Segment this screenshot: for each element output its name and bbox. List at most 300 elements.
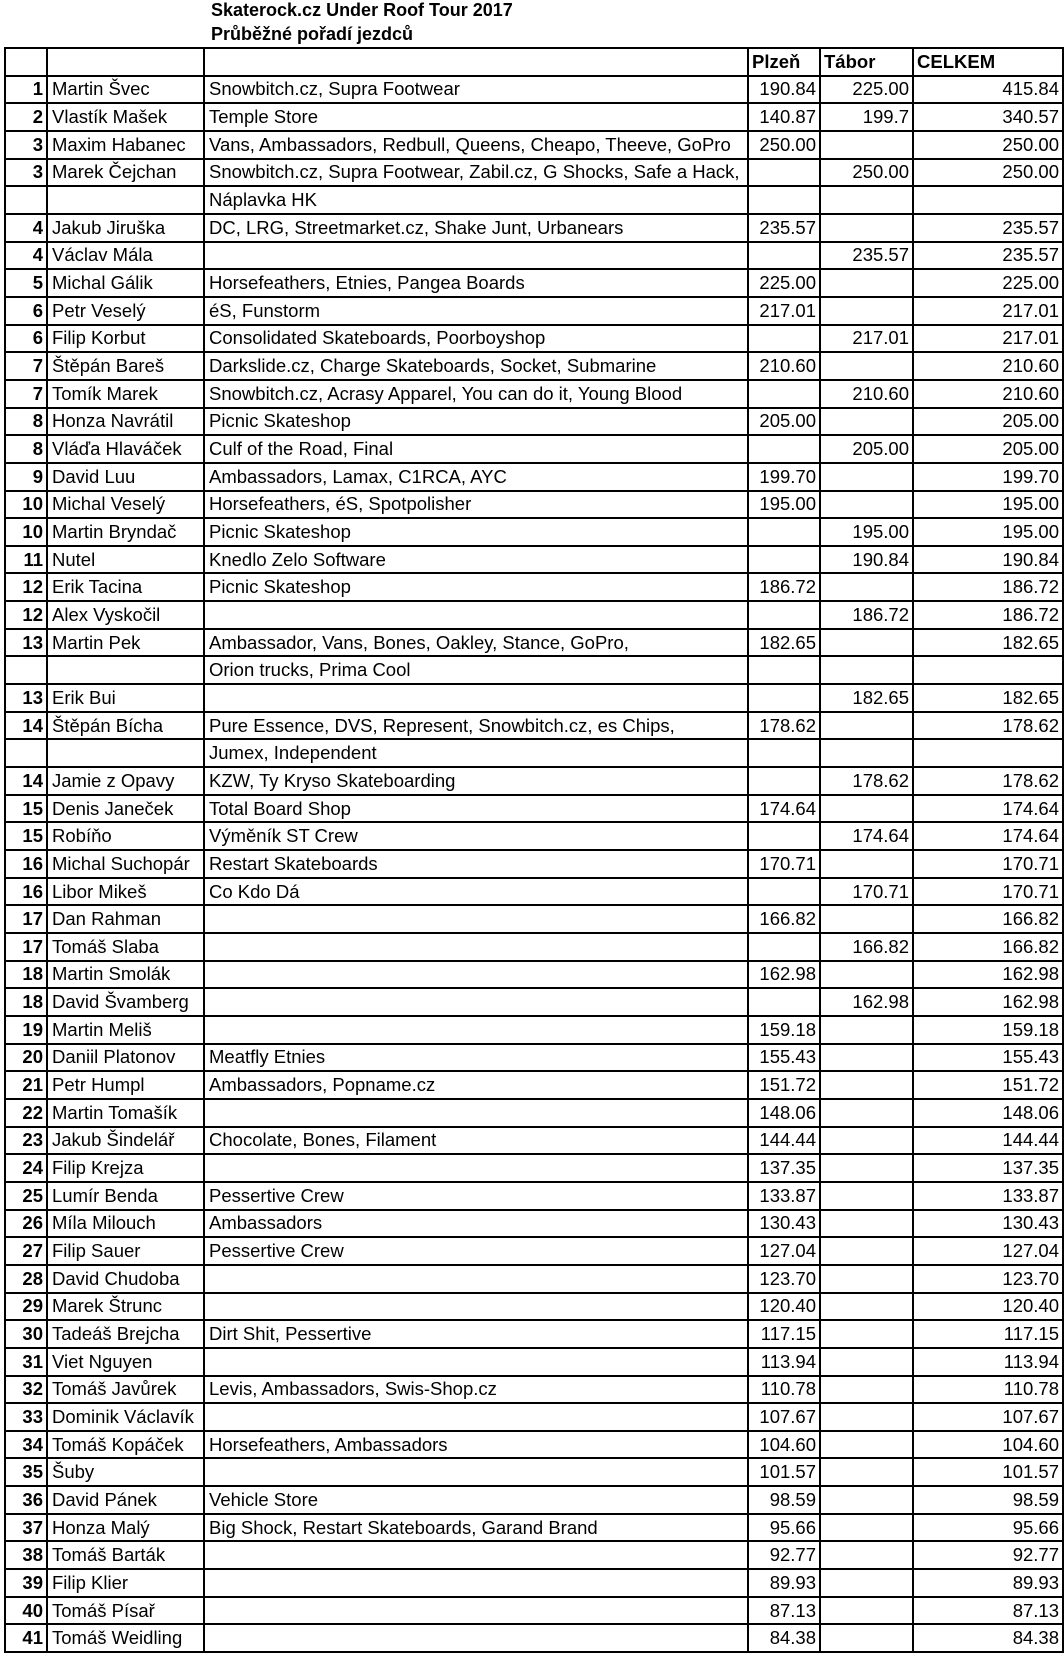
sponsor-cell	[204, 1293, 748, 1321]
rider-name-cell: Filip Sauer	[47, 1237, 204, 1265]
table-row	[5, 1127, 1063, 1155]
rank-cell: 12	[5, 601, 47, 629]
rank-cell: 15	[5, 795, 47, 823]
tabor-score-cell	[820, 1099, 913, 1127]
rank-cell: 16	[5, 878, 47, 906]
sponsor-cell: Restart Skateboards	[204, 850, 748, 878]
table-row	[5, 242, 1063, 270]
table-row	[5, 1541, 1063, 1569]
tabor-score-cell	[820, 1624, 913, 1652]
rider-name-cell: Viet Nguyen	[47, 1348, 204, 1376]
tabor-score-cell	[820, 1569, 913, 1597]
rank-cell: 7	[5, 380, 47, 408]
rider-name-cell: Štěpán Bícha	[47, 712, 204, 740]
tabor-score-cell	[820, 1514, 913, 1542]
tabor-score-cell	[820, 1458, 913, 1486]
rider-name-cell: Martin Meliš	[47, 1016, 204, 1044]
sponsor-cell	[204, 684, 748, 712]
sponsor-cell: Snowbitch.cz, Supra Footwear	[204, 76, 748, 104]
table-row	[5, 988, 1063, 1016]
plzen-score-cell: 123.70	[748, 1265, 820, 1293]
plzen-score-cell: 217.01	[748, 297, 820, 325]
sponsor-cell	[204, 1154, 748, 1182]
plzen-score-cell	[748, 186, 820, 214]
total-score-cell: 104.60	[913, 1431, 1063, 1459]
rank-cell: 14	[5, 712, 47, 740]
table-row	[5, 269, 1063, 297]
rider-name-cell: Dan Rahman	[47, 905, 204, 933]
total-score-cell: 137.35	[913, 1154, 1063, 1182]
plzen-score-cell: 120.40	[748, 1293, 820, 1321]
table-row	[5, 546, 1063, 574]
sponsor-cell	[204, 601, 748, 629]
sponsor-cell	[204, 1597, 748, 1625]
rider-name-cell: Vlastík Mašek	[47, 103, 204, 131]
sponsor-cell	[204, 1403, 748, 1431]
sponsor-cell: Vans, Ambassadors, Redbull, Queens, Cheapo, Theeve, GoPro	[204, 131, 748, 159]
sponsor-cell: Horsefeathers, éS, Spotpolisher	[204, 491, 748, 519]
sponsor-cell	[204, 905, 748, 933]
table-row	[5, 1210, 1063, 1238]
page-subtitle: Průběžné pořadí jezdců	[211, 24, 414, 44]
plzen-score-cell: 159.18	[748, 1016, 820, 1044]
tabor-score-cell	[820, 408, 913, 436]
rank-cell: 1	[5, 76, 47, 104]
total-score-cell: 170.71	[913, 878, 1063, 906]
table-row	[5, 103, 1063, 131]
rank-cell: 37	[5, 1514, 47, 1542]
plzen-score-cell: 130.43	[748, 1210, 820, 1238]
table-row	[5, 463, 1063, 491]
rank-cell: 39	[5, 1569, 47, 1597]
plzen-score-cell: 178.62	[748, 712, 820, 740]
rider-name-cell: Erik Bui	[47, 684, 204, 712]
plzen-score-cell: 166.82	[748, 905, 820, 933]
total-score-cell: 127.04	[913, 1237, 1063, 1265]
rank-cell: 18	[5, 961, 47, 989]
sponsor-cell: Darkslide.cz, Charge Skateboards, Socket, Submarine	[204, 352, 748, 380]
sponsor-cell: Ambassador, Vans, Bones, Oakley, Stance, GoPro,	[204, 629, 748, 657]
rider-name-cell: Vláďa Hlaváček	[47, 435, 204, 463]
tabor-score-cell	[820, 214, 913, 242]
page-title: Skaterock.cz Under Roof Tour 2017	[211, 0, 513, 20]
header-plzen: Plzeň	[748, 48, 820, 76]
tabor-score-cell: 186.72	[820, 601, 913, 629]
rider-name-cell: Míla Milouch	[47, 1210, 204, 1238]
plzen-score-cell: 186.72	[748, 573, 820, 601]
tabor-score-cell: 235.57	[820, 242, 913, 270]
total-score-cell: 101.57	[913, 1458, 1063, 1486]
tabor-score-cell	[820, 297, 913, 325]
plzen-score-cell: 113.94	[748, 1348, 820, 1376]
rider-name-cell: Michal Veselý	[47, 491, 204, 519]
rank-cell: 35	[5, 1458, 47, 1486]
rank-cell: 38	[5, 1541, 47, 1569]
total-score-cell: 205.00	[913, 408, 1063, 436]
rider-name-cell: Jakub Jiruška	[47, 214, 204, 242]
tabor-score-cell: 170.71	[820, 878, 913, 906]
plzen-score-cell	[748, 684, 820, 712]
tabor-score-cell	[820, 739, 913, 767]
sponsor-cell: Total Board Shop	[204, 795, 748, 823]
rider-name-cell: Martin Pek	[47, 629, 204, 657]
table-row	[5, 1458, 1063, 1486]
tabor-score-cell: 225.00	[820, 76, 913, 104]
sponsor-cell	[204, 1541, 748, 1569]
rank-cell: 6	[5, 325, 47, 353]
sponsor-cell: Výměník ST Crew	[204, 822, 748, 850]
rider-name-cell: Petr Humpl	[47, 1071, 204, 1099]
tabor-score-cell: 166.82	[820, 933, 913, 961]
rider-name-cell: David Chudoba	[47, 1265, 204, 1293]
total-score-cell: 174.64	[913, 822, 1063, 850]
rider-name-cell: Lumír Benda	[47, 1182, 204, 1210]
sponsor-cell: Pure Essence, DVS, Represent, Snowbitch.cz, es Chips,	[204, 712, 748, 740]
table-row	[5, 712, 1063, 740]
table-row	[5, 1431, 1063, 1459]
tabor-score-cell	[820, 1541, 913, 1569]
sponsor-cell: Knedlo Zelo Software	[204, 546, 748, 574]
total-score-cell: 186.72	[913, 601, 1063, 629]
table-row	[5, 878, 1063, 906]
sponsor-cell: Meatfly Etnies	[204, 1044, 748, 1072]
table-row	[5, 1293, 1063, 1321]
rider-name-cell	[47, 739, 204, 767]
tabor-score-cell	[820, 656, 913, 684]
sponsor-cell: Vehicle Store	[204, 1486, 748, 1514]
header-rank-cell	[5, 48, 47, 76]
plzen-score-cell: 140.87	[748, 103, 820, 131]
tabor-score-cell: 182.65	[820, 684, 913, 712]
sponsor-cell	[204, 1458, 748, 1486]
rider-name-cell: Jamie z Opavy	[47, 767, 204, 795]
tabor-score-cell: 195.00	[820, 518, 913, 546]
sponsor-cell: Orion trucks, Prima Cool	[204, 656, 748, 684]
table-row	[5, 518, 1063, 546]
plzen-score-cell	[748, 822, 820, 850]
header-row	[5, 48, 1063, 76]
plzen-score-cell: 133.87	[748, 1182, 820, 1210]
table-row	[5, 850, 1063, 878]
rank-cell: 36	[5, 1486, 47, 1514]
sponsor-cell: Ambassadors, Popname.cz	[204, 1071, 748, 1099]
total-score-cell: 178.62	[913, 767, 1063, 795]
plzen-score-cell	[748, 325, 820, 353]
plzen-score-cell: 84.38	[748, 1624, 820, 1652]
rank-cell: 40	[5, 1597, 47, 1625]
standings-table	[4, 47, 1064, 1653]
sponsor-cell: Levis, Ambassadors, Swis-Shop.cz	[204, 1376, 748, 1404]
rank-cell: 16	[5, 850, 47, 878]
total-score-cell: 117.15	[913, 1320, 1063, 1348]
total-score-cell: 120.40	[913, 1293, 1063, 1321]
total-score-cell: 415.84	[913, 76, 1063, 104]
table-row	[5, 739, 1063, 767]
rank-cell: 20	[5, 1044, 47, 1072]
tabor-score-cell	[820, 1597, 913, 1625]
table-row	[5, 1569, 1063, 1597]
table-row	[5, 214, 1063, 242]
plzen-score-cell	[748, 767, 820, 795]
sponsor-cell	[204, 961, 748, 989]
sponsor-cell	[204, 1348, 748, 1376]
rider-name-cell: Šuby	[47, 1458, 204, 1486]
sponsor-cell	[204, 988, 748, 1016]
plzen-score-cell: 101.57	[748, 1458, 820, 1486]
total-score-cell	[913, 739, 1063, 767]
rank-cell: 12	[5, 573, 47, 601]
sponsor-cell: Picnic Skateshop	[204, 518, 748, 546]
plzen-score-cell	[748, 518, 820, 546]
table-row	[5, 767, 1063, 795]
plzen-score-cell: 87.13	[748, 1597, 820, 1625]
rider-name-cell: Tomáš Weidling	[47, 1624, 204, 1652]
tabor-score-cell	[820, 905, 913, 933]
rank-cell: 30	[5, 1320, 47, 1348]
plzen-score-cell: 117.15	[748, 1320, 820, 1348]
total-score-cell: 162.98	[913, 988, 1063, 1016]
tabor-score-cell: 205.00	[820, 435, 913, 463]
tabor-score-cell	[820, 712, 913, 740]
rider-name-cell: Nutel	[47, 546, 204, 574]
table-row	[5, 325, 1063, 353]
table-row	[5, 1237, 1063, 1265]
table-row	[5, 601, 1063, 629]
total-score-cell: 123.70	[913, 1265, 1063, 1293]
rider-name-cell: Filip Klier	[47, 1569, 204, 1597]
tabor-score-cell	[820, 629, 913, 657]
plzen-score-cell: 225.00	[748, 269, 820, 297]
plzen-score-cell: 195.00	[748, 491, 820, 519]
total-score-cell: 166.82	[913, 933, 1063, 961]
sponsor-cell: Big Shock, Restart Skateboards, Garand Brand	[204, 1514, 748, 1542]
tabor-score-cell: 162.98	[820, 988, 913, 1016]
rank-cell: 21	[5, 1071, 47, 1099]
total-score-cell: 195.00	[913, 518, 1063, 546]
plzen-score-cell	[748, 380, 820, 408]
total-score-cell: 235.57	[913, 214, 1063, 242]
total-score-cell: 225.00	[913, 269, 1063, 297]
tabor-score-cell	[820, 1376, 913, 1404]
rank-cell: 11	[5, 546, 47, 574]
plzen-score-cell: 89.93	[748, 1569, 820, 1597]
table-row	[5, 656, 1063, 684]
rider-name-cell: Tomáš Javůrek	[47, 1376, 204, 1404]
table-row	[5, 1320, 1063, 1348]
sponsor-cell: Jumex, Independent	[204, 739, 748, 767]
sponsor-cell: Picnic Skateshop	[204, 408, 748, 436]
sponsor-cell	[204, 1016, 748, 1044]
rider-name-cell: Martin Tomašík	[47, 1099, 204, 1127]
tabor-score-cell	[820, 1182, 913, 1210]
rank-cell: 2	[5, 103, 47, 131]
sponsor-cell: Ambassadors	[204, 1210, 748, 1238]
rider-name-cell: Daniil Platonov	[47, 1044, 204, 1072]
tabor-score-cell: 217.01	[820, 325, 913, 353]
standings-body	[5, 48, 1063, 1652]
sponsor-cell: KZW, Ty Kryso Skateboarding	[204, 767, 748, 795]
plzen-score-cell: 127.04	[748, 1237, 820, 1265]
total-score-cell: 130.43	[913, 1210, 1063, 1238]
rider-name-cell: Honza Navrátil	[47, 408, 204, 436]
rank-cell: 10	[5, 491, 47, 519]
sponsor-cell: Consolidated Skateboards, Poorboyshop	[204, 325, 748, 353]
total-score-cell: 84.38	[913, 1624, 1063, 1652]
total-score-cell: 210.60	[913, 380, 1063, 408]
plzen-score-cell: 170.71	[748, 850, 820, 878]
tabor-score-cell: 174.64	[820, 822, 913, 850]
total-score-cell: 159.18	[913, 1016, 1063, 1044]
total-score-cell: 133.87	[913, 1182, 1063, 1210]
table-row	[5, 1265, 1063, 1293]
table-row	[5, 1154, 1063, 1182]
total-score-cell: 182.65	[913, 684, 1063, 712]
rider-name-cell: Maxim Habanec	[47, 131, 204, 159]
table-row	[5, 1376, 1063, 1404]
rider-name-cell: Tomáš Barták	[47, 1541, 204, 1569]
total-score-cell: 166.82	[913, 905, 1063, 933]
plzen-score-cell: 137.35	[748, 1154, 820, 1182]
sponsor-cell: DC, LRG, Streetmarket.cz, Shake Junt, Urbanears	[204, 214, 748, 242]
sponsor-cell	[204, 1569, 748, 1597]
rider-name-cell: David Švamberg	[47, 988, 204, 1016]
tabor-score-cell: 178.62	[820, 767, 913, 795]
sponsor-cell	[204, 1265, 748, 1293]
tabor-score-cell: 250.00	[820, 159, 913, 187]
sponsor-cell: Pessertive Crew	[204, 1182, 748, 1210]
table-row	[5, 1044, 1063, 1072]
rider-name-cell: Tadeáš Brejcha	[47, 1320, 204, 1348]
table-row	[5, 684, 1063, 712]
tabor-score-cell	[820, 573, 913, 601]
rank-cell: 4	[5, 242, 47, 270]
total-score-cell: 92.77	[913, 1541, 1063, 1569]
total-score-cell: 182.65	[913, 629, 1063, 657]
rank-cell: 3	[5, 159, 47, 187]
rider-name-cell: Alex Vyskočil	[47, 601, 204, 629]
tabor-score-cell	[820, 352, 913, 380]
sponsor-cell: Horsefeathers, Etnies, Pangea Boards	[204, 269, 748, 297]
rank-cell	[5, 656, 47, 684]
tabor-score-cell	[820, 1431, 913, 1459]
rider-name-cell: Tomáš Kopáček	[47, 1431, 204, 1459]
rank-cell: 32	[5, 1376, 47, 1404]
rank-cell: 5	[5, 269, 47, 297]
total-score-cell: 250.00	[913, 131, 1063, 159]
rank-cell: 17	[5, 905, 47, 933]
rider-name-cell: Denis Janeček	[47, 795, 204, 823]
rider-name-cell: David Pánek	[47, 1486, 204, 1514]
tabor-score-cell	[820, 1071, 913, 1099]
rider-name-cell: Michal Gálik	[47, 269, 204, 297]
table-row	[5, 1624, 1063, 1652]
rider-name-cell	[47, 656, 204, 684]
plzen-score-cell: 182.65	[748, 629, 820, 657]
table-row	[5, 1514, 1063, 1542]
total-score-cell: 162.98	[913, 961, 1063, 989]
total-score-cell: 174.64	[913, 795, 1063, 823]
tabor-score-cell: 199.7	[820, 103, 913, 131]
sponsor-cell: Horsefeathers, Ambassadors	[204, 1431, 748, 1459]
table-row	[5, 905, 1063, 933]
plzen-score-cell: 174.64	[748, 795, 820, 823]
sponsor-cell	[204, 242, 748, 270]
table-row	[5, 1403, 1063, 1431]
table-row	[5, 297, 1063, 325]
rider-name-cell: Tomáš Písař	[47, 1597, 204, 1625]
table-row	[5, 1486, 1063, 1514]
tabor-score-cell	[820, 850, 913, 878]
rank-cell: 6	[5, 297, 47, 325]
rank-cell	[5, 186, 47, 214]
table-row	[5, 408, 1063, 436]
rider-name-cell: Petr Veselý	[47, 297, 204, 325]
sponsor-cell	[204, 933, 748, 961]
total-score-cell: 340.57	[913, 103, 1063, 131]
plzen-score-cell: 199.70	[748, 463, 820, 491]
tabor-score-cell	[820, 1403, 913, 1431]
table-row	[5, 352, 1063, 380]
rider-name-cell: Dominik Václavík	[47, 1403, 204, 1431]
rider-name-cell: Marek Štrunc	[47, 1293, 204, 1321]
tabor-score-cell	[820, 1348, 913, 1376]
table-row	[5, 131, 1063, 159]
tabor-score-cell	[820, 961, 913, 989]
table-row	[5, 491, 1063, 519]
table-row	[5, 380, 1063, 408]
sponsor-cell: Snowbitch.cz, Acrasy Apparel, You can do it, Young Blood	[204, 380, 748, 408]
rider-name-cell: Erik Tacina	[47, 573, 204, 601]
total-score-cell: 89.93	[913, 1569, 1063, 1597]
plzen-score-cell: 92.77	[748, 1541, 820, 1569]
sponsor-cell: Snowbitch.cz, Supra Footwear, Zabil.cz, G Shocks, Safe a Hack,	[204, 159, 748, 187]
rank-cell: 31	[5, 1348, 47, 1376]
tabor-score-cell	[820, 1044, 913, 1072]
total-score-cell: 148.06	[913, 1099, 1063, 1127]
table-row	[5, 1348, 1063, 1376]
plzen-score-cell: 98.59	[748, 1486, 820, 1514]
total-score-cell: 113.94	[913, 1348, 1063, 1376]
total-score-cell: 178.62	[913, 712, 1063, 740]
table-row	[5, 76, 1063, 104]
table-row	[5, 961, 1063, 989]
sponsor-cell: Pessertive Crew	[204, 1237, 748, 1265]
sponsor-cell: Chocolate, Bones, Filament	[204, 1127, 748, 1155]
rider-name-cell	[47, 186, 204, 214]
rank-cell	[5, 739, 47, 767]
total-score-cell: 217.01	[913, 325, 1063, 353]
tabor-score-cell: 190.84	[820, 546, 913, 574]
plzen-score-cell	[748, 739, 820, 767]
rank-cell: 10	[5, 518, 47, 546]
total-score-cell: 110.78	[913, 1376, 1063, 1404]
table-row	[5, 822, 1063, 850]
table-row	[5, 629, 1063, 657]
plzen-score-cell	[748, 988, 820, 1016]
table-row	[5, 435, 1063, 463]
total-score-cell: 95.66	[913, 1514, 1063, 1542]
table-row	[5, 1182, 1063, 1210]
plzen-score-cell: 205.00	[748, 408, 820, 436]
total-score-cell: 217.01	[913, 297, 1063, 325]
table-row	[5, 159, 1063, 187]
tabor-score-cell: 210.60	[820, 380, 913, 408]
table-row	[5, 933, 1063, 961]
rank-cell: 33	[5, 1403, 47, 1431]
rider-name-cell: Michal Suchopár	[47, 850, 204, 878]
tabor-score-cell	[820, 491, 913, 519]
rank-cell: 19	[5, 1016, 47, 1044]
